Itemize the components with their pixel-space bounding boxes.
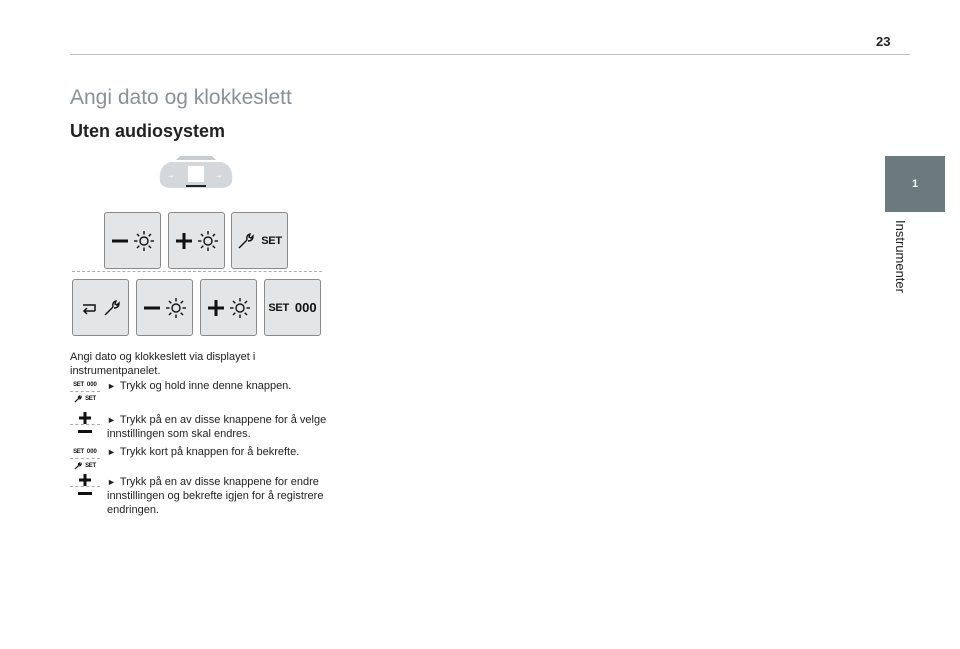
zero-label: 000 <box>86 448 97 455</box>
wrench-icon <box>237 232 255 250</box>
mini-dash <box>70 424 100 425</box>
minus-icon <box>78 430 92 434</box>
page-number: 23 <box>876 34 891 49</box>
dashboard-cluster-icon <box>150 154 242 194</box>
minus-icon <box>78 492 92 496</box>
section-subtitle: Uten audiosystem <box>70 121 226 141</box>
wrench-icon <box>74 395 82 403</box>
bullet-triangle-icon: ► <box>107 447 116 457</box>
page-title: Angi dato og klokkeslett <box>70 86 292 109</box>
svg-text:→: → <box>168 173 174 180</box>
step-2-text: Trykk på en av disse knappene for å velge innstillingen som skal endres. <box>107 414 327 440</box>
minus-icon <box>112 239 128 243</box>
plus-icon <box>176 233 192 249</box>
wrench-icon <box>74 462 82 470</box>
set-label: SET <box>73 448 84 455</box>
plus-minus-mini-group-2 <box>70 474 100 499</box>
svg-text:→: → <box>216 173 222 180</box>
brightness-icon <box>198 231 218 251</box>
bullet-triangle-icon: ► <box>107 415 116 425</box>
set-000-button[interactable] <box>264 279 321 336</box>
plus-brightness-button[interactable] <box>168 212 225 269</box>
zero-label: 000 <box>294 300 317 315</box>
chapter-label: Instrumenter <box>893 220 908 293</box>
brightness-icon <box>230 298 250 318</box>
set-button-mini-group <box>70 379 100 404</box>
set-label: SET <box>268 301 289 314</box>
dashed-separator <box>72 271 322 272</box>
set-label: SET <box>261 234 282 247</box>
step-1 <box>107 379 327 393</box>
zero-label: 000 <box>86 381 97 388</box>
brightness-icon <box>134 231 154 251</box>
minus-brightness-button-2[interactable] <box>136 279 193 336</box>
intro-paragraph: Angi dato og klokkeslett via displayet i instrumentpanelet. <box>70 351 256 377</box>
plus-icon <box>79 412 91 424</box>
set-label: SET <box>85 395 96 402</box>
step-3 <box>107 445 327 459</box>
minus-brightness-button[interactable] <box>104 212 161 269</box>
plus-minus-mini-group <box>70 412 100 437</box>
wrench-set-button[interactable] <box>231 212 288 269</box>
top-divider <box>70 54 910 55</box>
set-label: SET <box>85 462 96 469</box>
step-4 <box>107 475 327 517</box>
step-1-text: Trykk og hold inne denne knappen. <box>119 380 292 392</box>
step-2 <box>107 413 327 441</box>
plus-icon <box>79 474 91 486</box>
step-4-text: Trykk på en av disse knappene for endre innstillingen og bekrefte igjen for å registrere endringen. <box>107 476 324 516</box>
minus-icon <box>144 306 160 310</box>
bullet-triangle-icon: ► <box>107 477 116 487</box>
step-3-text: Trykk kort på knappen for å bekrefte. <box>119 446 300 458</box>
return-arrow-icon <box>81 301 97 315</box>
wrench-icon <box>103 299 121 317</box>
chapter-label-container <box>886 220 916 330</box>
chapter-tab[interactable]: 1 <box>885 156 945 212</box>
bullet-triangle-icon: ► <box>107 381 116 391</box>
plus-icon <box>208 300 224 316</box>
set-button-mini-group-2 <box>70 446 100 471</box>
mini-dash <box>70 391 100 392</box>
mini-dash <box>70 486 100 487</box>
plus-brightness-button-2[interactable] <box>200 279 257 336</box>
back-wrench-button[interactable] <box>72 279 129 336</box>
set-label: SET <box>73 381 84 388</box>
brightness-icon <box>166 298 186 318</box>
mini-dash <box>70 458 100 459</box>
